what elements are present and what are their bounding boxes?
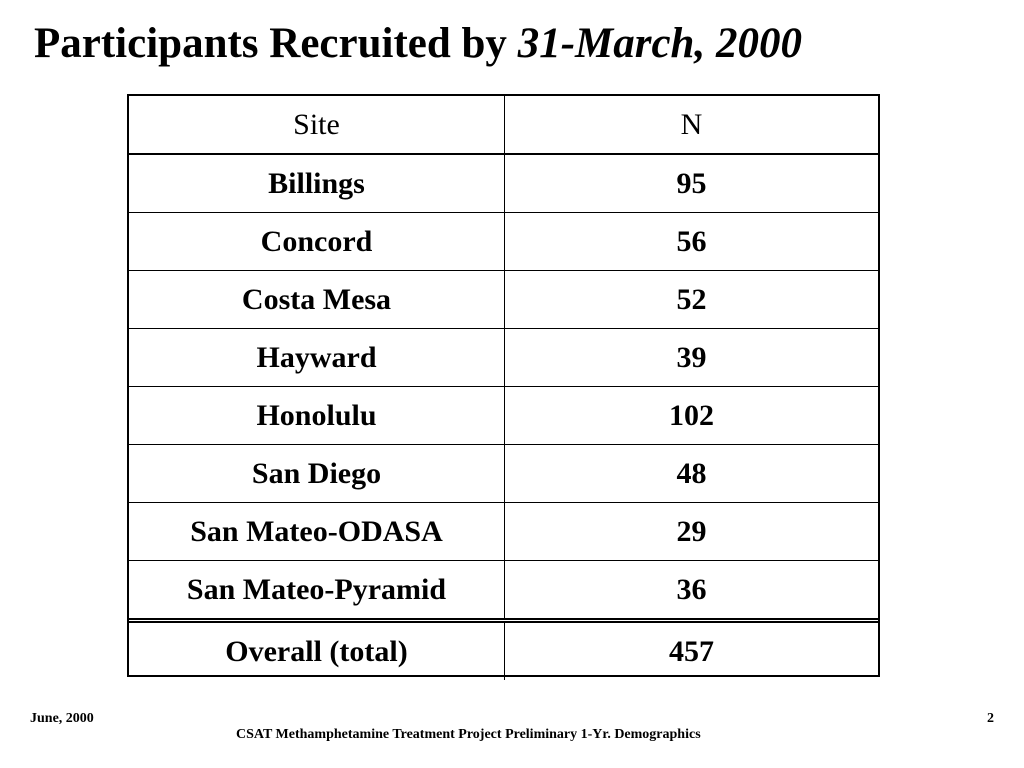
n-cell: 56 [505, 213, 879, 271]
table-row [129, 445, 878, 503]
site-cell: San Mateo-ODASA [129, 503, 505, 561]
table-header-row [129, 96, 878, 154]
site-cell: San Diego [129, 445, 505, 503]
site-cell: Honolulu [129, 387, 505, 445]
table-row [129, 329, 878, 387]
site-cell: Billings [129, 154, 505, 213]
footer-caption: CSAT Methamphetamine Treatment Project Preliminary 1-Yr. Demographics [236, 727, 701, 742]
participants-table [127, 94, 880, 677]
n-cell: 52 [505, 271, 879, 329]
site-cell: Hayward [129, 329, 505, 387]
table-row [129, 387, 878, 445]
header-n: N [505, 96, 879, 154]
header-site: Site [129, 96, 505, 154]
table-row [129, 561, 878, 621]
total-label-cell: Overall (total) [129, 621, 505, 681]
total-value-cell: 457 [669, 634, 714, 668]
n-cell: 95 [505, 154, 879, 213]
table-row [129, 503, 878, 561]
table-row [129, 213, 878, 271]
table-total-row [129, 621, 878, 681]
slide-title-main: Participants Recruited by [34, 20, 518, 67]
slide-title-date: 31-March, 2000 [517, 20, 802, 67]
table-row [129, 271, 878, 329]
n-cell: 29 [505, 503, 879, 561]
n-cell: 48 [505, 445, 879, 503]
slide-title [34, 18, 802, 70]
participants-table-grid [129, 96, 878, 680]
page-number: 2 [987, 711, 994, 726]
site-cell: Concord [129, 213, 505, 271]
site-cell: Costa Mesa [129, 271, 505, 329]
n-cell: 36 [505, 561, 879, 621]
n-cell: 102 [505, 387, 879, 445]
table-row [129, 154, 878, 213]
n-cell: 39 [505, 329, 879, 387]
footer-date: June, 2000 [30, 711, 94, 726]
site-cell: San Mateo-Pyramid [129, 561, 505, 621]
